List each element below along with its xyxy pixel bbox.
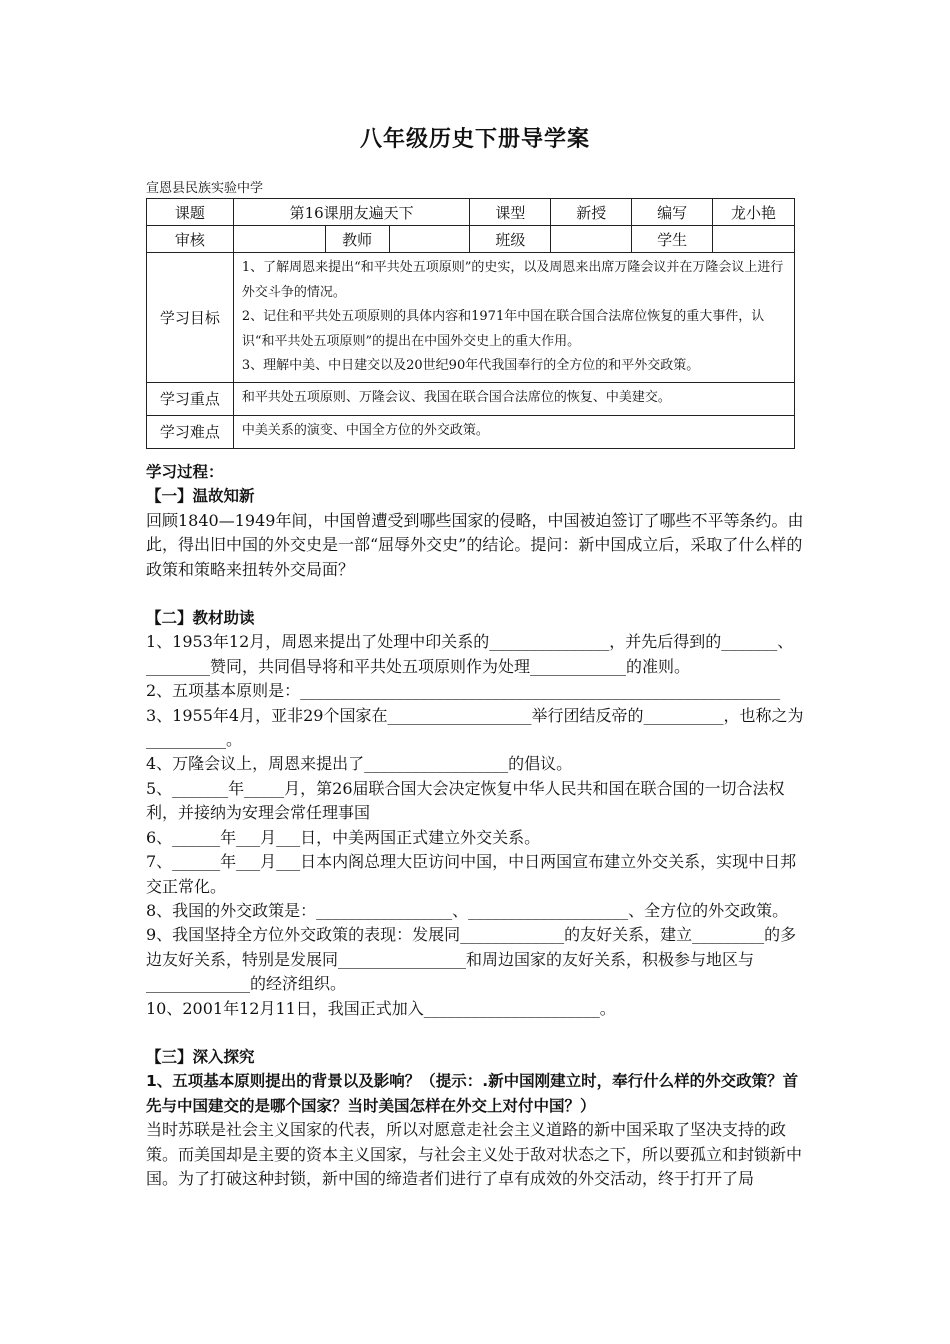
process-heading: 学习过程： [146, 463, 224, 481]
class-value [551, 226, 632, 253]
student-label: 学生 [632, 226, 713, 253]
section-3-heading: 【三】深入探究 [146, 1047, 255, 1066]
section-3-question: 1、五项基本原则提出的背景以及影响？（提示：.新中国刚建立时，奉行什么样的外交政策？首先与中国建交的是哪个国家？当时美国怎样在外交上对付中国？） [146, 1072, 799, 1115]
list-item: 8、我国的外交政策是：_________________、____________________、全方位的外交政策。 [146, 900, 789, 920]
section-1-heading: 【一】温故知新 [146, 487, 255, 506]
focus-text: 和平共处五项原则、万隆会议、我国在联合国合法席位的恢复、中美建交。 [233, 382, 794, 415]
author-value: 龙小艳 [713, 199, 795, 226]
list-item: 5、_______年_____月，第26届联合国大会决定恢复中华人民共和国在联合国的一切合法权利，并接纳为安理会常任理事国 [146, 778, 785, 823]
list-item: 7、______年___月___日本内阁总理大臣访问中国，中日两国宣布建立外交关系，实现中日邦交正常化。 [146, 852, 797, 896]
list-item: 2、五项基本原则是：____________________________________________________________ [146, 681, 781, 701]
author-label: 编写 [632, 199, 713, 226]
section-1-text: 回顾1840—1949年间，中国曾遭受到哪些国家的侵略，中国被迫签订了哪些不平等条约。由此，得出旧中国的外交史是一部“屈辱外交史”的结论。提问：新中国成立后，采取了什么样的政策和策略来扭转外交局面？ [146, 510, 804, 579]
list-item: 4、万隆会议上，周恩来提出了__________________的倡议。 [146, 754, 573, 774]
topic-value: 第16课朋友遍天下 [233, 199, 470, 226]
table-row [147, 382, 795, 415]
class-label: 班级 [470, 226, 551, 253]
list-item: 9、我国坚持全方位外交政策的表现：发展同_____________的友好关系，建立_________的多边友好关系，特别是发展同________________和周边国家的友好关系，积极参与地区与_____________的经济组织。 [146, 925, 797, 994]
document-body [146, 460, 808, 1191]
type-label: 课型 [470, 199, 551, 226]
student-value [713, 226, 795, 253]
section-2-heading: 【二】教材助读 [146, 609, 255, 628]
topic-label: 课题 [147, 199, 234, 226]
info-table [146, 198, 795, 449]
table-row [147, 199, 795, 226]
section-3-answer: 当时苏联是社会主义国家的代表，所以对愿意走社会主义道路的新中国采取了坚决支持的政策。而美国却是主要的资本主义国家，与社会主义处于敌对状态之下，所以要孤立和封锁新中国。为了打破这种封锁，新中国的缔造者们进行了卓有成效的外交活动，终于打开了局 [146, 1120, 803, 1188]
teacher-value [389, 226, 470, 253]
list-item: 10、2001年12月11日，我国正式加入______________________。 [146, 998, 616, 1018]
difficulty-label: 学习难点 [147, 415, 234, 448]
review-label: 审核 [147, 226, 234, 253]
teacher-label: 教师 [325, 226, 389, 253]
list-item: 3、1955年4月，亚非29个国家在__________________举行团结反帝的__________，也称之为__________。 [146, 705, 804, 750]
list-item: 6、______年___月___日，中美两国正式建立外交关系。 [146, 827, 541, 847]
review-value [233, 226, 325, 253]
difficulty-text: 中美关系的演变、中国全方位的外交政策。 [233, 415, 794, 448]
goals-label: 学习目标 [147, 253, 234, 383]
document-title: 八年级历史下册导学案 [359, 126, 590, 152]
table-row [147, 253, 795, 383]
school-name: 宣恩县民族实验中学 [146, 181, 264, 196]
list-item: 1、1953年12月，周恩来提出了处理中印关系的_______________，并先后得到的_______、________赞同，共同倡导将和平共处五项原则作为处理____________的准则。 [146, 632, 794, 676]
type-value: 新授 [551, 199, 632, 226]
focus-label: 学习重点 [147, 382, 234, 415]
table-row [147, 415, 795, 448]
goals-text: 1、了解周恩来提出“和平共处五项原则”的史实，以及周恩来出席万隆会议并在万隆会议上进行外交斗争的情况。 2、记住和平共处五项原则的具体内容和1971年中国在联合国合法席位恢复的重大事件，认识“和平共处五项原则”的提出在中国外交史上的重大作用。 3、理解中美、中日建交以及20世纪90年代我国奉行的全方位的和平外交政策。 [233, 253, 794, 383]
table-row [147, 226, 795, 253]
